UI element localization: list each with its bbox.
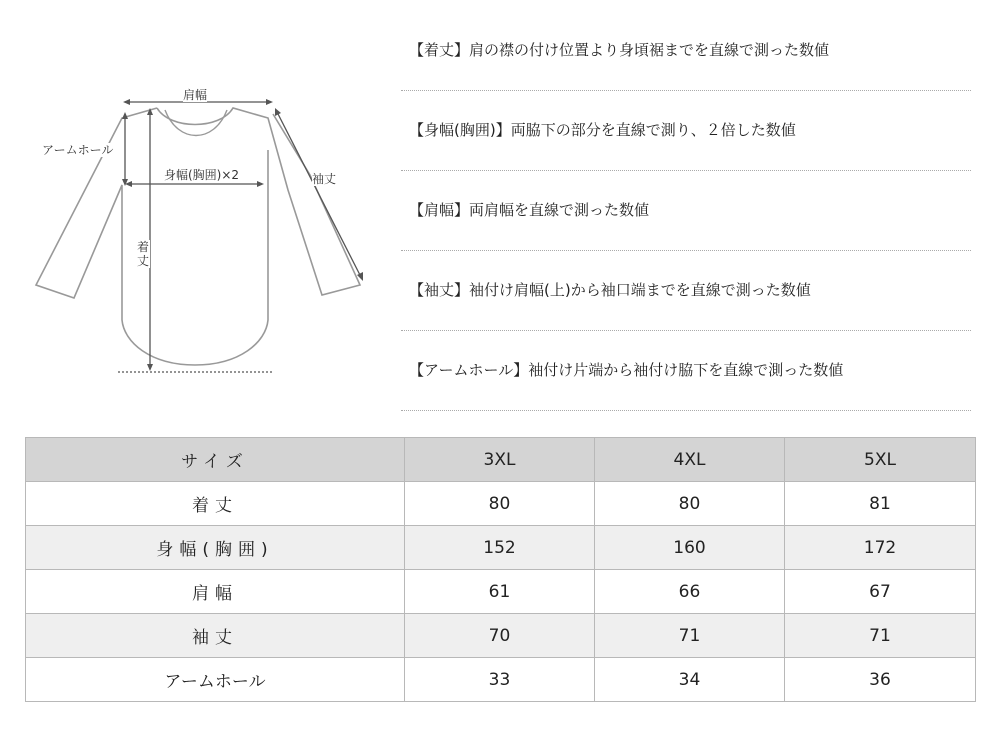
- table-cell: 61: [405, 570, 595, 614]
- garment-illustration: [30, 80, 375, 380]
- row-label: 着丈: [26, 482, 405, 526]
- shoulder-arrowhead-left: [123, 99, 130, 105]
- table-row: [26, 614, 976, 658]
- description-chest: 【身幅(胸囲)】両脇下の部分を直線で測り、２倍した数値: [409, 121, 796, 139]
- table-cell: 80: [405, 482, 595, 526]
- table-cell: 70: [405, 614, 595, 658]
- table-cell: 152: [405, 526, 595, 570]
- table-cell: 80: [595, 482, 785, 526]
- table-cell: 34: [595, 658, 785, 702]
- shoulder-label: 肩幅: [183, 88, 208, 102]
- header-3xl: 3XL: [405, 438, 595, 482]
- row-label: 肩幅: [26, 570, 405, 614]
- garment-neckline-inner: [165, 110, 227, 136]
- sleeve-label: 袖丈: [312, 172, 337, 186]
- length-arrowhead-bottom: [147, 364, 153, 371]
- table-row: [26, 482, 976, 526]
- description-item: [401, 332, 971, 411]
- table-cell: 81: [785, 482, 976, 526]
- header-4xl: 4XL: [595, 438, 785, 482]
- row-label: アームホール: [26, 658, 405, 702]
- table-cell: 71: [785, 614, 976, 658]
- header-size: サイズ: [26, 438, 405, 482]
- measurement-descriptions: [401, 12, 971, 411]
- armhole-arrowhead-top: [122, 112, 128, 119]
- chest-label: 身幅(胸囲)×2: [164, 168, 240, 182]
- description-item: [401, 92, 971, 171]
- header-5xl: 5XL: [785, 438, 976, 482]
- table-cell: 33: [405, 658, 595, 702]
- description-armhole: 【アームホール】袖付け片端から袖付け脇下を直線で測った数値: [409, 361, 844, 379]
- description-length: 【着丈】肩の襟の付け位置より身頃裾までを直線で測った数値: [409, 41, 830, 59]
- row-label: 袖丈: [26, 614, 405, 658]
- armhole-arrowhead-bottom: [122, 179, 128, 186]
- size-table: [25, 437, 976, 702]
- description-shoulder: 【肩幅】両肩幅を直線で測った数値: [409, 201, 650, 219]
- table-cell: 67: [785, 570, 976, 614]
- length-label: 着丈: [136, 240, 149, 268]
- table-row: [26, 658, 976, 702]
- table-cell: 66: [595, 570, 785, 614]
- table-row: [26, 570, 976, 614]
- table-row: [26, 526, 976, 570]
- chest-arrowhead-right: [257, 181, 264, 187]
- measurement-diagram: [30, 80, 375, 380]
- description-item: [401, 172, 971, 251]
- table-cell: 71: [595, 614, 785, 658]
- row-label: 身幅(胸囲): [26, 526, 405, 570]
- description-item: [401, 12, 971, 91]
- armhole-label: アームホール: [42, 143, 114, 157]
- description-sleeve: 【袖丈】袖付け肩幅(上)から袖口端までを直線で測った数値: [409, 281, 811, 299]
- shoulder-arrowhead-right: [266, 99, 273, 105]
- description-item: [401, 252, 971, 331]
- table-cell: 172: [785, 526, 976, 570]
- table-header-row: [26, 438, 976, 482]
- table-cell: 36: [785, 658, 976, 702]
- table-cell: 160: [595, 526, 785, 570]
